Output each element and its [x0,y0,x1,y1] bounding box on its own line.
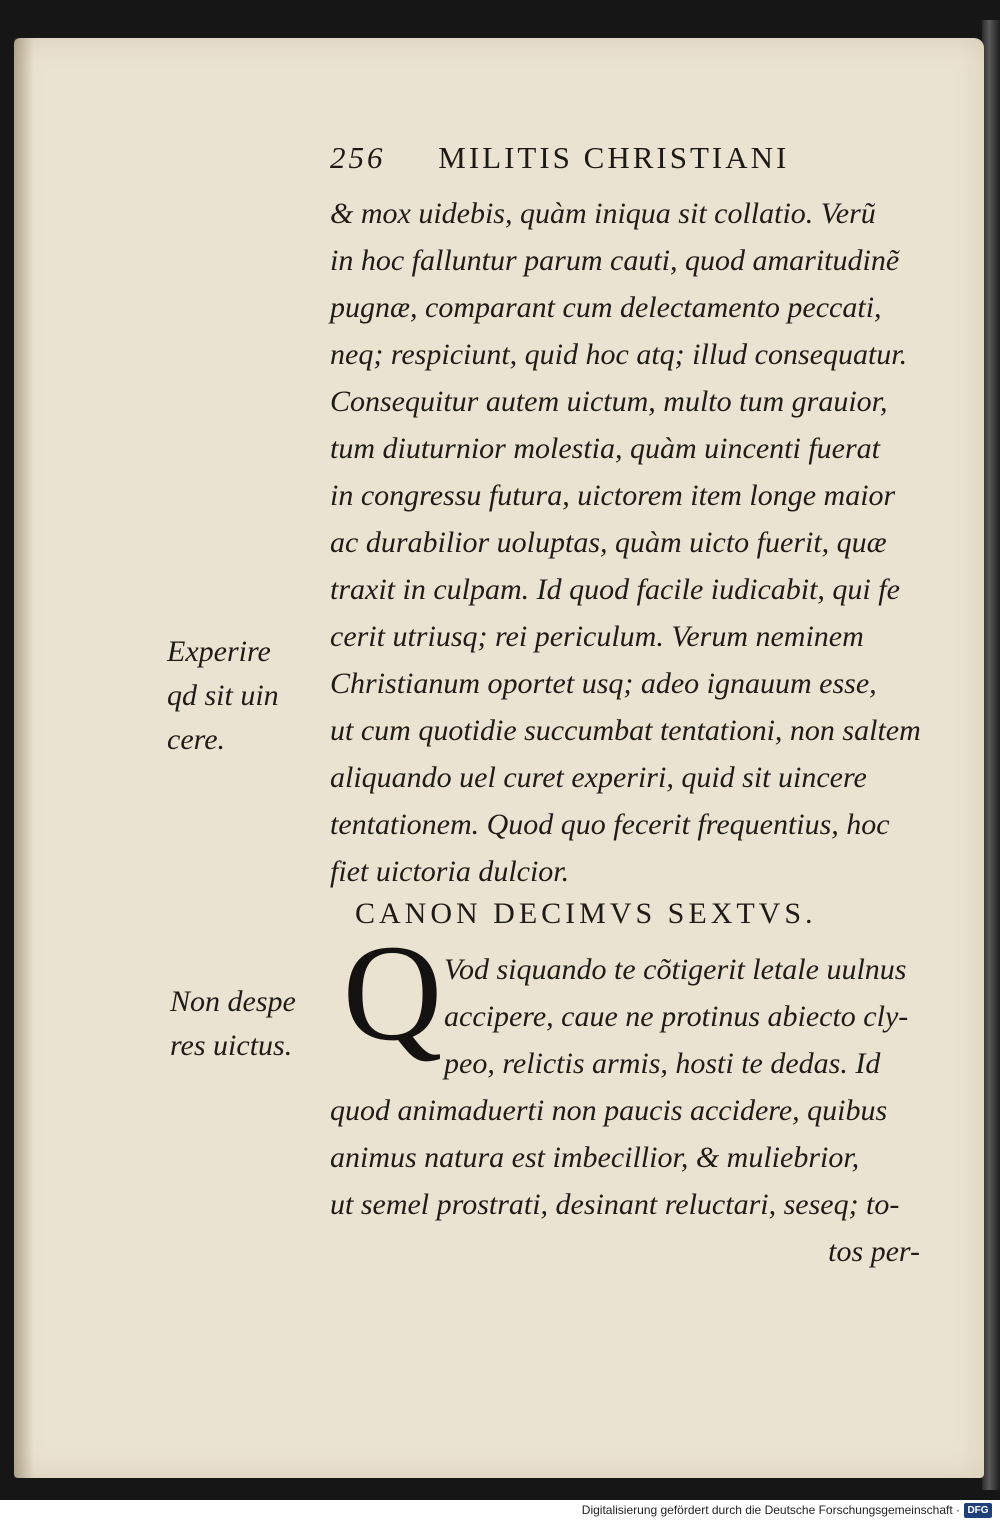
text-line: Christianum oportet usq; adeo ignauum esse, [330,667,877,700]
margin-note-line: res uictus. [170,1029,293,1062]
text-line: ac durabilior uoluptas, quàm uicto fuerit, quæ [330,526,887,559]
text-line: Consequitur autem uictum, multo tum grauior, [330,385,888,418]
margin-note-non-desperes [170,980,296,1068]
margin-note-line: cere. [167,723,226,756]
text-line: neq; respiciunt, quid hoc atq; illud consequatur. [330,338,908,371]
dfg-logo: DFG [964,1503,992,1518]
text-line: tentationem. Quod quo fecerit frequentius, hoc [330,808,890,841]
text-line: quod animaduerti non paucis accidere, quibus [330,1094,888,1127]
book-edge [982,20,1000,1490]
text-line: fiet uictoria dulcior. [330,855,570,888]
page-number: 256 [330,140,386,175]
running-header [330,140,930,186]
body-paragraph [330,190,960,895]
text-line: animus natura est imbecillior, & muliebrior, [330,1141,860,1174]
canon-paragraph [330,946,960,1275]
text-line: tum diuturnior molestia, quàm uincenti fuerat [330,432,880,465]
text-line: in congressu futura, uictorem item longe maior [330,479,896,512]
text-line: peo, relictis armis, hosti te dedas. Id [444,1047,881,1080]
drop-cap: Q [342,916,443,1069]
digitization-footer [0,1500,1000,1523]
margin-note-line: qd sit uin [167,679,279,712]
catchword: tos per- [828,1235,920,1268]
text-line: ut semel prostrati, desinant reluctari, seseq; to- [330,1188,900,1221]
section-heading: CANON DECIMVS SEXTVS. [355,897,817,930]
text-line: cerit utriusq; rei periculum. Verum neminem [330,620,864,653]
text-line: in hoc falluntur parum cauti, quod amaritudinẽ [330,244,900,277]
margin-note-line: Non despe [170,985,296,1018]
text-line: accipere, caue ne protinus abiecto cly- [444,1000,909,1033]
margin-note-line: Experire [167,635,271,668]
text-line: ut cum quotidie succumbat tentationi, non saltem [330,714,921,747]
funding-credit: Digitalisierung gefördert durch die Deutsche Forschungsgemeinschaft · [581,1503,960,1517]
text-line: traxit in culpam. Id quod facile iudicabit, qui fe [330,573,900,606]
text-line: Vod siquando te cõtigerit letale uulnus [444,953,907,986]
text-line: pugnæ, comparant cum delectamento peccati, [330,291,882,324]
text-line: aliquando uel curet experiri, quid sit uincere [330,761,867,794]
running-title: MILITIS CHRISTIANI [438,140,790,175]
margin-note-experire [167,630,279,762]
page-gutter-shadow [14,38,34,1478]
text-line: & mox uidebis, quàm iniqua sit collatio. Verũ [330,197,876,230]
